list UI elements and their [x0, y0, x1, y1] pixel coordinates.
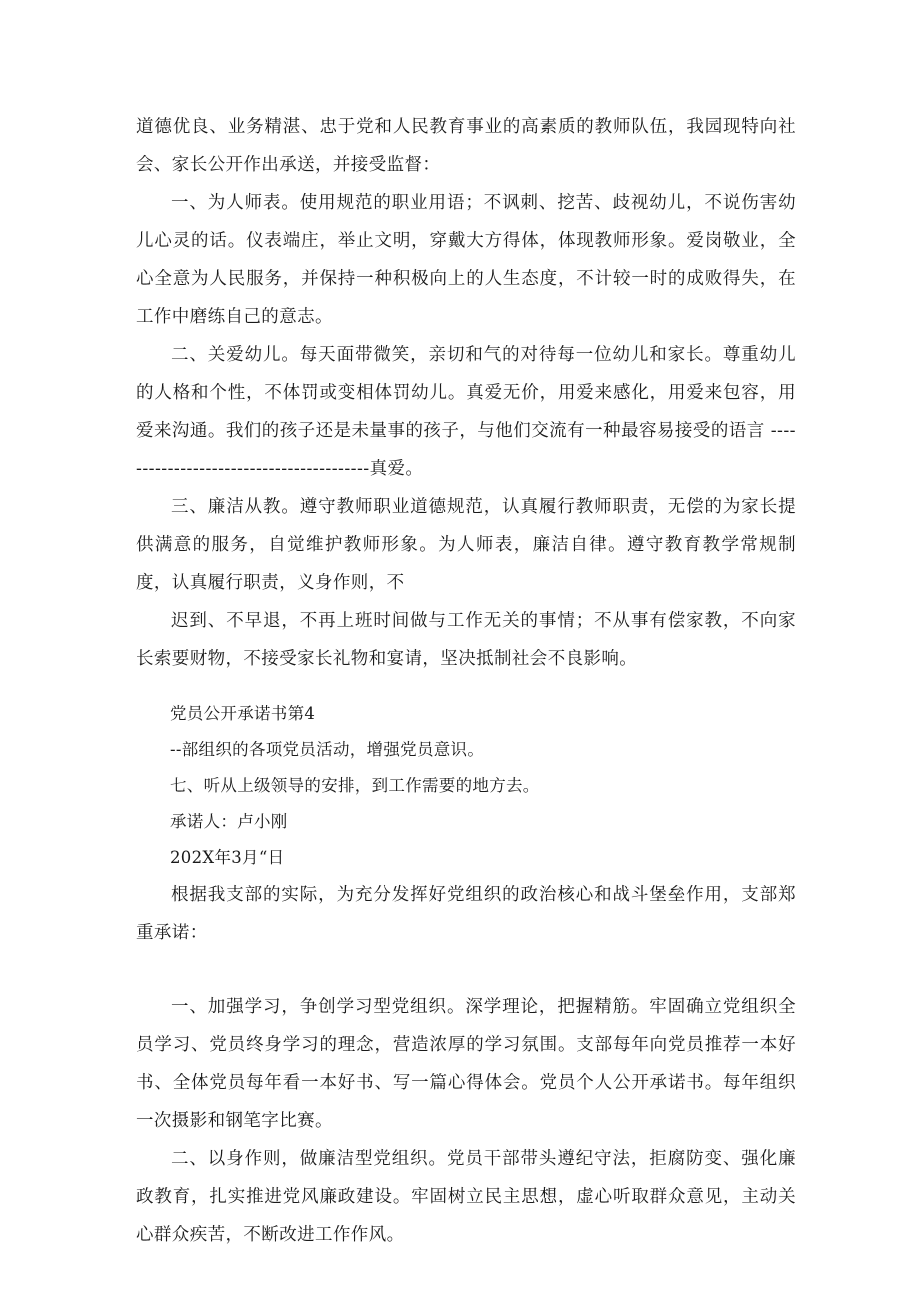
section3-intro-paragraph: 根据我支部的实际，为充分发挥好党组织的政治核心和战斗堡垒作用，支部郑重承诺： [136, 885, 796, 943]
section2-date: 202X年3月“日 [170, 848, 285, 867]
section1-item3-continuation: 迟到、不早退，不再上班时间做与工作无关的事情；不从事有偿家教，不向家长索要财物，不接受家长礼物和宴请，坚决抵制社会不良影响。 [136, 611, 796, 669]
section1-intro-paragraph: 道德优良、业务精湛、忠于党和人民教育事业的高素质的教师队伍，我园现特向社会、家长公开作出承送，并接受监督： [136, 117, 796, 175]
section2-signer: 承诺人：卢小刚 [170, 812, 288, 831]
section1-item3-paragraph: 三、廉洁从教。遵守教师职业道德规范，认真履行教师职责，无偿的为家长提供满意的服务，自觉维护教师形象。为人师表，廉洁自律。遵守教育教学常规制度，认真履行职责，义身作则，不 [136, 497, 796, 593]
section-spacer [136, 678, 796, 696]
section2-line1: --部组织的各项党员活动，增强党员意识。 [170, 740, 485, 759]
section3-item1-paragraph: 一、加强学习，争创学习型党组织。深学理论，把握精筋。牢固确立党组织全员学习、党员终身学习的理念，营造浓厚的学习氛围。支部每年向党员推荐一本好书、全体党员每年看一本好书、写一篇心得体会。党员个人公开承诺书。每年组织一次摄影和钢笔字比赛。 [136, 997, 796, 1131]
document-page [136, 108, 796, 1254]
section2-line2: 七、听从上级领导的安排，到工作需要的地方去。 [170, 776, 540, 795]
section3-item2-paragraph: 二、以身作则，做廉洁型党组织。党员干部带头遵纪守法，拒腐防变、强化廉政教育，扎实推进党风廉政建设。牢固树立民主思想，虚心听取群众意见，主动关心群众疾苦，不断改进工作作风。 [136, 1149, 796, 1245]
section-spacer [136, 952, 796, 988]
section1-item1-paragraph: 一、为人师表。使用规范的职业用语；不讽刺、挖苦、歧视幼儿，不说伤害幼儿心灵的话。仪表端庄，举止文明，穿戴大方得体，体现教师形象。爱岗敬业，全心全意为人民服务，并保持一种积极向上的人生态度，不计较一时的成败得失，在工作中磨练自己的意志。 [136, 193, 796, 327]
section2-title: 党员公开承诺书第4 [170, 704, 316, 723]
section1-item2-paragraph: 二、关爱幼儿。每天面带微笑，亲切和气的对待每一位幼儿和家长。尊重幼儿的人格和个性，不体罚或变相体罚幼儿。真爱无价，用爱来感化，用爱来包容，用爱来沟通。我们的孩子还是未量事的孩子，与他们交流有一种最容易接受的语言 -----------------------------------------真爱。 [136, 345, 796, 479]
